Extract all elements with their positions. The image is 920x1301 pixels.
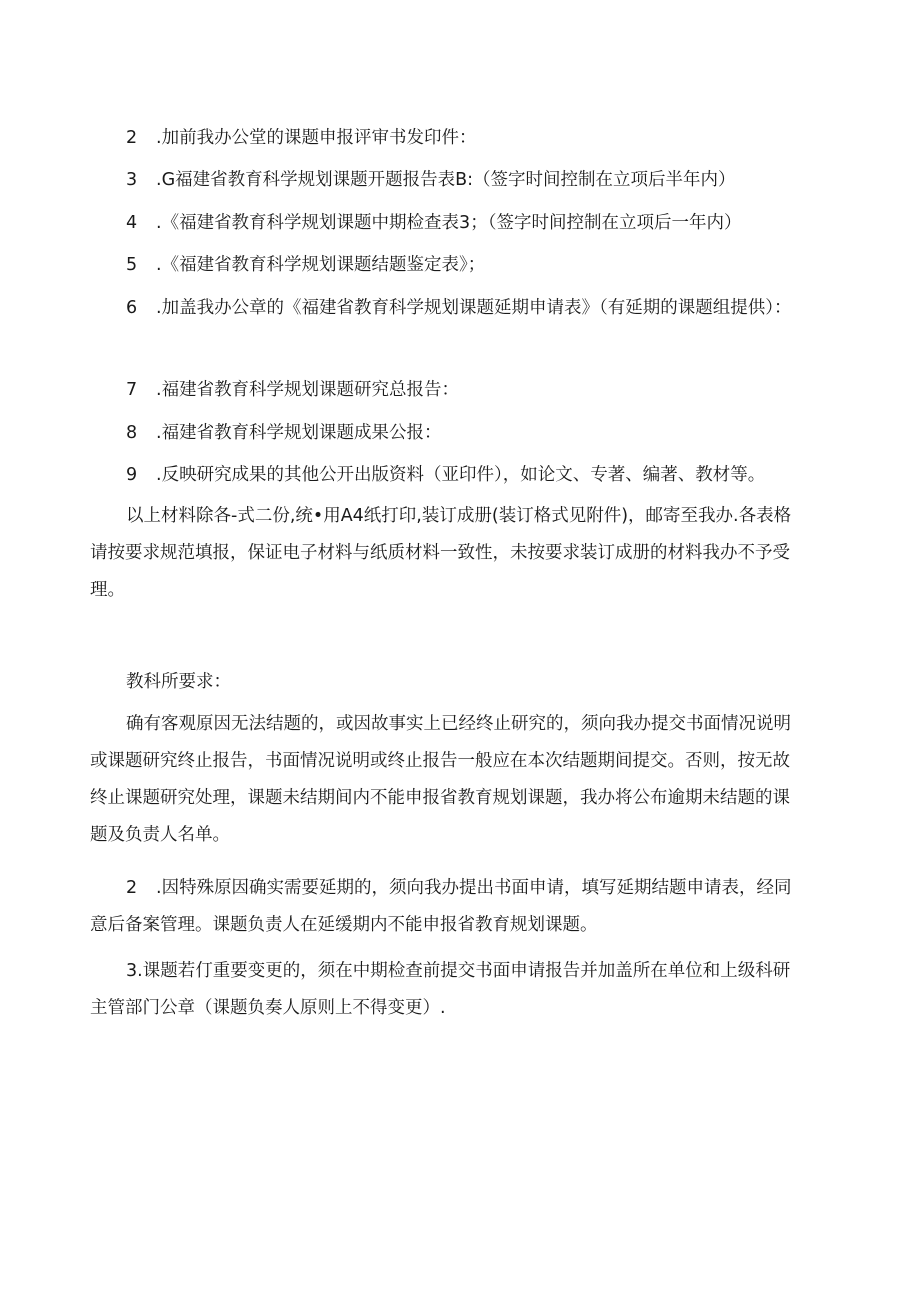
item-number: 6 <box>126 298 138 318</box>
item-text: .《福建省教育科学规划课题中期检查表3；（签字时间控制在立项后一年内） <box>156 213 742 233</box>
requirement-item-1 <box>90 706 800 854</box>
item-text: 3.课题若仃重要变更的，须在中期检查前提交书面申请报告并加盖所在单位和上级科研主管部门公章（课题负奏人原则上不得变更）. <box>90 961 791 1018</box>
materials-summary: 以上材料除各-式二份,统•用A4纸打印,装订成册(装订格式见附件)，邮寄至我办.各表格请按要求规范填报，保证电子材料与纸质材料一致性，未按要求装订成册的材料我办不予受理。 <box>90 506 792 600</box>
material-item-4 <box>90 205 800 242</box>
item-text: .《福建省教育科学规划课题结题鉴定表》； <box>156 255 486 275</box>
item-text: .G福建省教育科学规划课题开题报告表B:（签字时间控制在立项后半年内） <box>156 170 736 190</box>
requirement-item-3 <box>90 953 800 1027</box>
item-number: 3 <box>126 170 138 190</box>
item-number: 5 <box>126 255 138 275</box>
item-text: .因特殊原因确实需要延期的，须向我办提出书面申请，填写延期结题申请表，经同意后备案管理。课题负责人在延缓期内不能申报省教育规划课题。 <box>90 878 792 935</box>
requirements-heading: 教科所要求： <box>126 672 231 692</box>
item-number: 2 <box>126 878 138 898</box>
requirement-item-2 <box>90 870 800 944</box>
material-item-8 <box>90 415 800 452</box>
item-text: .福建省教育科学规划课题研究总报告： <box>156 380 460 400</box>
material-item-2 <box>90 120 800 157</box>
item-text: .福建省教育科学规划课题成果公报： <box>156 423 442 443</box>
material-item-7 <box>90 372 800 409</box>
item-number: 4 <box>126 213 138 233</box>
item-text: .加盖我办公章的《福建省教育科学规划课题延期申请表》（有延期的课题组提供）： <box>156 298 792 318</box>
item-number: 7 <box>126 380 138 400</box>
item-number: 8 <box>126 423 138 443</box>
item-number: 2 <box>126 128 138 148</box>
item-number: 9 <box>126 465 138 485</box>
material-item-6 <box>90 290 800 327</box>
item-text: .反映研究成果的其他公开出版资料（亚印件），如论文、专著、编著、教材等。 <box>156 465 766 485</box>
item-text: .加前我办公堂的课题申报评审书发印件： <box>156 128 477 148</box>
material-item-5 <box>90 247 800 284</box>
material-item-9 <box>90 457 800 494</box>
item-text: 确有客观原因无法结题的，或因故事实上已经终止研究的，须向我办提交书面情况说明或课题研究终止报告，书面情况说明或终止报告一般应在本次结题期间提交。否则，按无故终止课题研究处理，课题未结期间内不能申报省教育规划课题，我办将公布逾期未结题的课题及负责人名单。 <box>90 714 791 845</box>
material-item-3 <box>90 162 800 199</box>
